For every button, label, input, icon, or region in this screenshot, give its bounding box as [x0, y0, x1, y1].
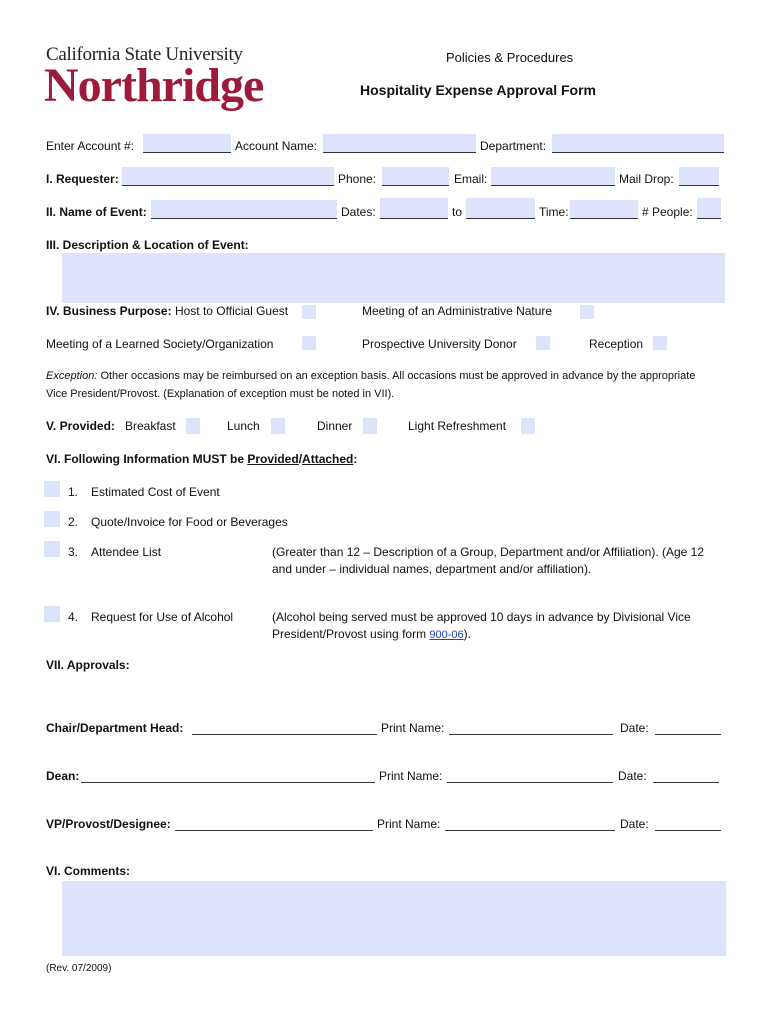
account-number-label: Enter Account #:	[46, 139, 135, 153]
item-1-number: 1.	[68, 485, 79, 499]
description-heading: III. Description & Location of Event:	[46, 238, 249, 252]
attached-word: Attached	[302, 452, 354, 466]
email-label: Email:	[454, 172, 488, 186]
breakfast-label: Breakfast	[125, 419, 176, 433]
attendee-list-note: (Greater than 12 – Description of a Group, Department and/or Affiliation). (Age 12 and under – individual names, department and/or affiliation).	[272, 545, 705, 576]
chair-print-name-line[interactable]	[449, 734, 613, 735]
alcohol-checkbox[interactable]	[44, 606, 60, 622]
dean-date-label: Date:	[618, 769, 647, 783]
phone-label: Phone:	[338, 172, 377, 186]
alcohol-note-text: (Alcohol being served must be approved 10 days in advance by Divisional Vice President/Provost using form	[272, 610, 691, 641]
campus-logo-text: Northridge	[44, 59, 264, 112]
requester-field[interactable]	[122, 167, 334, 186]
host-guest-checkbox[interactable]	[302, 305, 316, 319]
comments-textarea[interactable]	[62, 881, 726, 956]
item-4-label: Request for Use of Alcohol	[91, 610, 234, 624]
reception-checkbox[interactable]	[653, 336, 667, 350]
alcohol-note	[272, 609, 722, 644]
item-3-number: 3.	[68, 545, 79, 559]
date-from-field[interactable]	[380, 198, 448, 219]
policies-label: Policies & Procedures	[446, 50, 574, 65]
dean-print-name-label: Print Name:	[379, 769, 443, 783]
requester-label: I. Requester:	[46, 172, 119, 186]
account-name-label: Account Name:	[235, 139, 318, 153]
event-name-label: II. Name of Event:	[46, 205, 147, 219]
event-name-field[interactable]	[151, 200, 337, 219]
dean-print-name-line[interactable]	[447, 782, 613, 783]
provided-heading: V. Provided:	[46, 419, 115, 433]
vp-print-name-label: Print Name:	[377, 817, 441, 831]
item-2-label: Quote/Invoice for Food or Beverages	[91, 515, 288, 529]
host-guest-label: Host to Official Guest	[174, 304, 289, 318]
revision-label: (Rev. 07/2009)	[46, 963, 112, 974]
reception-label: Reception	[589, 337, 644, 351]
lunch-checkbox[interactable]	[271, 418, 285, 434]
chair-signature-line[interactable]	[192, 734, 377, 735]
refreshment-label: Light Refreshment	[408, 419, 507, 433]
form-900-06-link[interactable]: 900-06	[429, 629, 464, 641]
attendee-list-checkbox[interactable]	[44, 541, 60, 557]
admin-meeting-checkbox[interactable]	[580, 305, 594, 319]
exception-body: Other occasions may be reimbursed on an exception basis. All occasions must be approved in advance by the appropriate	[100, 370, 696, 382]
dinner-label: Dinner	[317, 419, 353, 433]
slash-char: /	[298, 452, 303, 466]
exception-text-2: Vice President/Provost. (Explanation of exception must be noted in VII).	[46, 388, 395, 400]
chair-print-name-label: Print Name:	[381, 721, 445, 735]
item-1-label: Estimated Cost of Event	[91, 485, 220, 499]
mail-drop-field[interactable]	[679, 167, 719, 186]
dates-to-label: to	[452, 205, 463, 219]
chair-date-line[interactable]	[655, 734, 721, 735]
breakfast-checkbox[interactable]	[186, 418, 200, 434]
date-to-field[interactable]	[466, 198, 535, 219]
vp-label: VP/Provost/Designee:	[46, 817, 171, 831]
dates-label: Dates:	[341, 205, 376, 219]
time-field[interactable]	[570, 200, 638, 219]
department-field[interactable]	[552, 134, 724, 153]
exception-label: Exception:	[46, 370, 98, 382]
email-field[interactable]	[491, 167, 615, 186]
chair-label: Chair/Department Head:	[46, 721, 184, 735]
people-label: # People:	[642, 205, 693, 219]
dean-label: Dean:	[46, 769, 80, 783]
item-4-number: 4.	[68, 610, 79, 624]
people-field[interactable]	[697, 198, 721, 219]
business-purpose-label: IV. Business Purpose:	[46, 304, 172, 318]
alcohol-note-end: ).	[463, 627, 472, 641]
time-label: Time:	[539, 205, 569, 219]
comments-heading: VI. Comments:	[46, 864, 131, 878]
item-3-label: Attendee List	[91, 545, 162, 559]
required-info-title: VI. Following Information MUST be	[46, 452, 248, 466]
exception-text	[46, 370, 695, 382]
dean-date-line[interactable]	[653, 782, 719, 783]
dinner-checkbox[interactable]	[363, 418, 377, 434]
learned-society-label: Meeting of a Learned Society/Organization	[46, 337, 274, 351]
lunch-label: Lunch	[227, 419, 260, 433]
description-textarea[interactable]	[62, 253, 725, 303]
account-number-field[interactable]	[143, 134, 231, 153]
department-label: Department:	[480, 139, 547, 153]
university-name: California State University	[46, 44, 243, 65]
provided-word: Provided	[247, 452, 299, 466]
colon-char: :	[353, 452, 358, 466]
refreshment-checkbox[interactable]	[521, 418, 535, 434]
approvals-heading: VII. Approvals:	[46, 658, 130, 672]
account-name-field[interactable]	[323, 134, 476, 153]
admin-meeting-label: Meeting of an Administrative Nature	[362, 304, 553, 318]
vp-date-label: Date:	[620, 817, 649, 831]
vp-print-name-line[interactable]	[445, 830, 615, 831]
phone-field[interactable]	[382, 167, 449, 186]
chair-date-label: Date:	[620, 721, 649, 735]
quote-invoice-checkbox[interactable]	[44, 511, 60, 527]
item-2-number: 2.	[68, 515, 79, 529]
estimated-cost-checkbox[interactable]	[44, 481, 60, 497]
learned-society-checkbox[interactable]	[302, 336, 316, 350]
mail-drop-label: Mail Drop:	[619, 172, 674, 186]
dean-signature-line[interactable]	[81, 782, 375, 783]
required-info-heading	[46, 452, 357, 466]
donor-checkbox[interactable]	[536, 336, 550, 350]
vp-signature-line[interactable]	[175, 830, 373, 831]
vp-date-line[interactable]	[655, 830, 721, 831]
business-purpose-heading	[46, 304, 288, 318]
form-title: Hospitality Expense Approval Form	[360, 82, 596, 98]
donor-label: Prospective University Donor	[362, 337, 517, 351]
